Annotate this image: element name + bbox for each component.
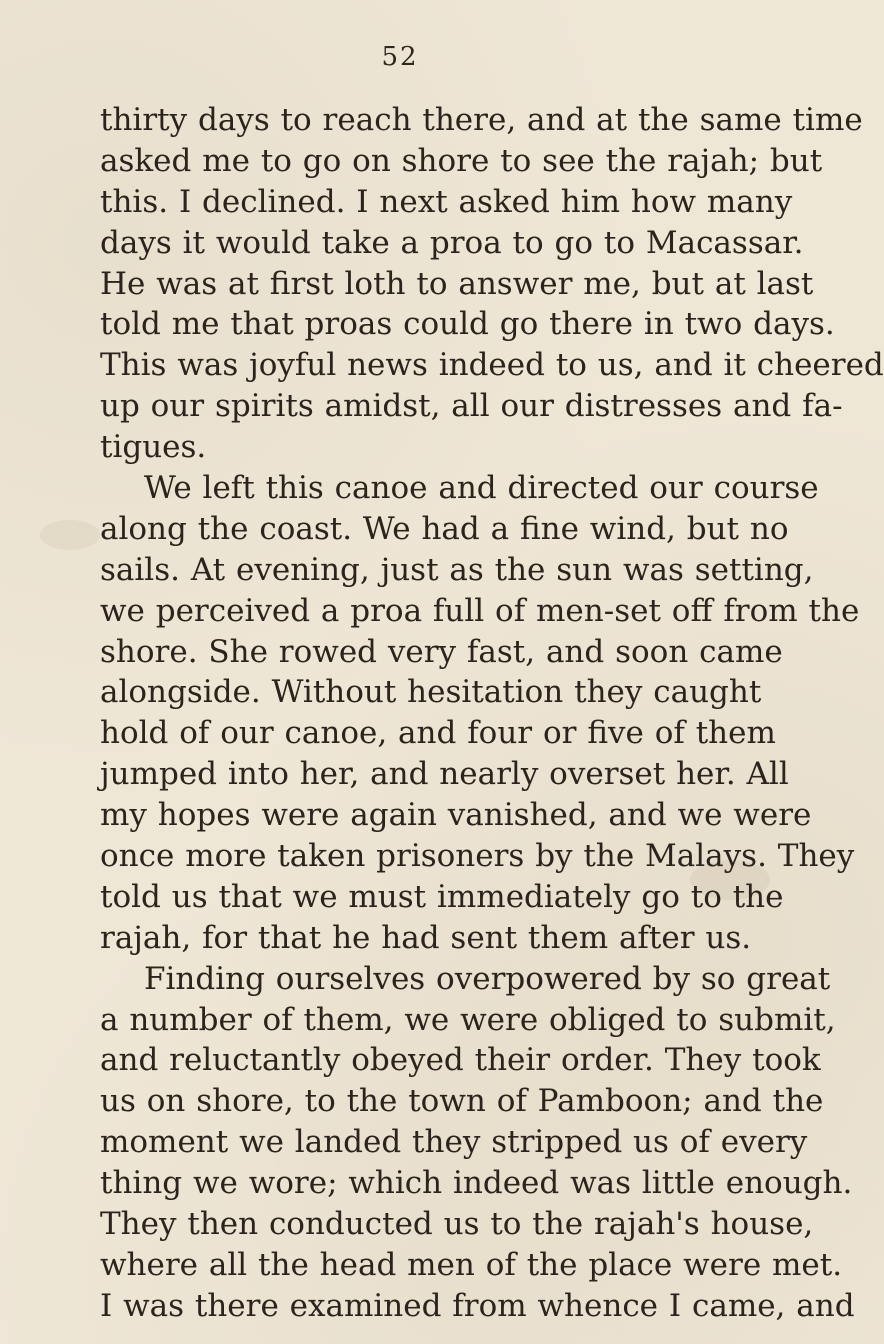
text-line: days it would take a proa to go to Macassar.: [100, 224, 804, 261]
text-line: rajah, for that he had sent them after us.: [100, 919, 752, 956]
text-line: told me that proas could go there in two days.: [100, 306, 835, 343]
text-line: where all the head men of the place were met.: [100, 1246, 843, 1283]
text-line: thirty days to reach there, and at the same time: [100, 102, 863, 138]
text-line: sails. At evening, just as the sun was setting,: [100, 551, 814, 588]
text-line: a number of them, we were obliged to submit,: [100, 1001, 836, 1038]
text-line: told us that we must immediately go to the: [100, 878, 784, 915]
text-line: moment we landed they stripped us of every: [100, 1124, 808, 1161]
paragraph-start-line: Finding ourselves overpowered by so great: [144, 960, 831, 997]
text-line: and reluctantly obeyed their order. They took: [100, 1042, 821, 1079]
text-line: asked me to go on shore to see the rajah; but: [100, 142, 823, 179]
text-line: shore. She rowed very fast, and soon came: [100, 633, 783, 670]
text-line: up our spirits amidst, all our distresses and fa-: [100, 388, 843, 425]
text-line: I was there examined from whence I came, and: [100, 1287, 855, 1324]
text-line: along the coast. We had a fine wind, but no: [100, 510, 789, 547]
page-number: 52: [381, 42, 419, 72]
text-line: This was joyful news indeed to us, and it cheered: [100, 347, 884, 384]
body-text: [100, 100, 884, 1327]
text-line: us on shore, to the town of Pamboon; and the: [100, 1083, 824, 1120]
text-line: we perceived a proa full of men-set off from the: [100, 592, 860, 629]
text-line: tigues.: [100, 429, 207, 466]
text-line: They then conducted us to the rajah's house,: [100, 1206, 814, 1243]
text-line: jumped into her, and nearly overset her. All: [100, 756, 789, 793]
paragraph-start-line: We left this canoe and directed our course: [144, 470, 819, 507]
text-line: thing we wore; which indeed was little enough.: [100, 1165, 853, 1202]
text-line: He was at first loth to answer me, but at last: [100, 265, 814, 302]
paper-stain: [40, 520, 100, 550]
text-line: once more taken prisoners by the Malays. They: [100, 838, 855, 875]
text-line: alongside. Without hesitation they caught: [100, 674, 762, 711]
text-line: this. I declined. I next asked him how many: [100, 183, 793, 220]
text-line: my hopes were again vanished, and we were: [100, 797, 812, 834]
text-line: hold of our canoe, and four or five of them: [100, 715, 776, 752]
